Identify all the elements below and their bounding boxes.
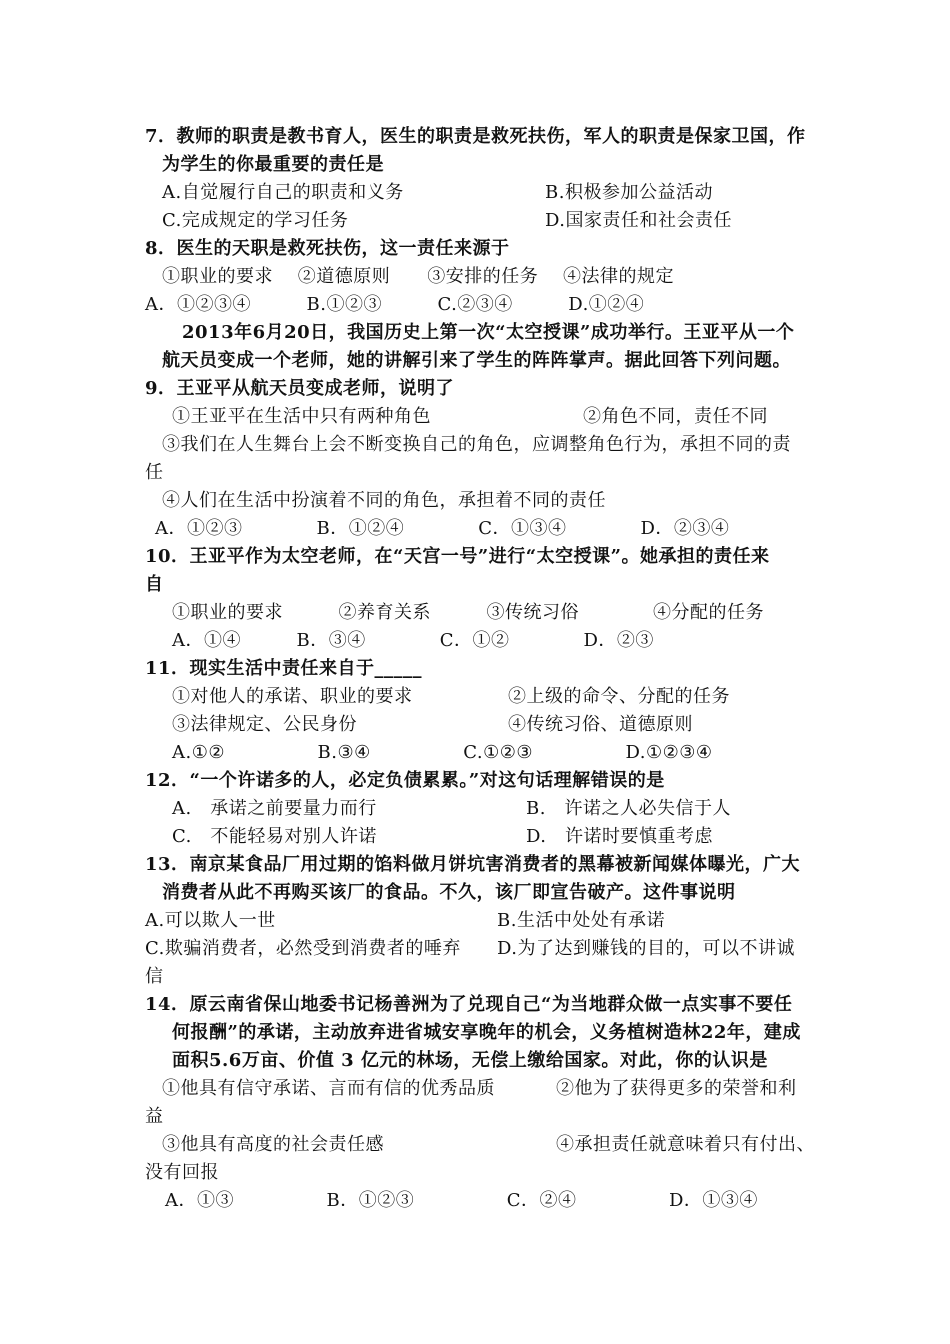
- option-text-line: A. 承诺之前要量力而行: [172, 798, 377, 819]
- option-text-line: ②上级的命令、分配的任务: [508, 686, 730, 707]
- option-text-line: ②他为了获得更多的荣誉和利: [556, 1078, 797, 1099]
- option-text-line: A．①②③④ B.①②③ C.②③④ D.①②④: [145, 294, 645, 315]
- question-text-line: 8．医生的天职是救死扶伤，这一责任来源于: [145, 238, 510, 259]
- option-text-line: B.生活中处处有承诺: [497, 910, 665, 931]
- option-text-line: B.积极参加公益活动: [545, 182, 713, 203]
- option-text-line: ②角色不同，责任不同: [583, 406, 768, 427]
- option-text-line: ①王亚平在生活中只有两种角色: [172, 406, 431, 427]
- option-text-line: A．①③ B．①②③ C．②④ D．①③④: [165, 1190, 758, 1211]
- option-text-line: A.①② B.③④ C.①②③ D.①②③④: [172, 742, 713, 763]
- option-text-line: D.国家责任和社会责任: [545, 210, 733, 231]
- option-text-line: ④人们在生活中扮演着不同的角色，承担着不同的责任: [162, 490, 606, 511]
- option-text-line: ③法律规定、公民身份: [172, 714, 357, 735]
- option-text-line: D.为了达到赚钱的目的，可以不讲诚: [497, 938, 796, 959]
- question-text-line: 为学生的你最重要的责任是: [162, 154, 384, 175]
- option-text-line: 信: [145, 966, 164, 987]
- option-text-line: A.自觉履行自己的职责和义务: [162, 182, 404, 203]
- option-text-line: ③他具有高度的社会责任感: [162, 1134, 384, 1155]
- option-text-line: D. 许诺时要慎重考虑: [526, 826, 714, 847]
- question-text-line: 消费者从此不再购买该厂的食品。不久，该厂即宣告破产。这件事说明: [162, 882, 736, 903]
- option-text-line: B. 许诺之人必失信于人: [526, 798, 731, 819]
- question-text-line: 2013年6月20日，我国历史上第一次“太空授课”成功举行。王亚平从一个: [182, 322, 795, 343]
- option-text-line: ①职业的要求 ②道德原则 ③安排的任务 ④法律的规定: [162, 266, 674, 287]
- question-text-line: 何报酬”的承诺，主动放弃进省城安享晚年的机会，义务植树造林22年，建成: [172, 1022, 801, 1043]
- option-text-line: 任: [145, 462, 164, 483]
- option-text-line: ④传统习俗、道德原则: [508, 714, 693, 735]
- question-text-line: 10．王亚平作为太空老师，在“天宫一号”进行“太空授课”。她承担的责任来: [145, 546, 770, 567]
- question-text-line: 航天员变成一个老师，她的讲解引来了学生的阵阵掌声。据此回答下列问题。: [162, 350, 791, 371]
- option-text-line: ④承担责任就意味着只有付出、: [556, 1134, 815, 1155]
- option-text-line: C.欺骗消费者，必然受到消费者的唾弃: [145, 938, 461, 959]
- question-text-line: 7．教师的职责是教书育人，医生的职责是救死扶伤，军人的职责是保家卫国，作: [145, 126, 806, 147]
- option-text-line: ①他具有信守承诺、言而有信的优秀品质: [162, 1078, 495, 1099]
- option-text-line: C. 不能轻易对别人许诺: [172, 826, 377, 847]
- question-text-line: 11．现实生活中责任来自于_____: [145, 658, 423, 679]
- question-text-line: 14．原云南省保山地委书记杨善洲为了兑现自己“为当地群众做一点实事不要任: [145, 994, 793, 1015]
- option-text-line: ①职业的要求 ②养育关系 ③传统习俗 ④分配的任务: [172, 602, 764, 623]
- option-text-line: A．①②③ B．①②④ C．①③④ D．②③④: [155, 518, 730, 539]
- question-text-line: 12．“一个许诺多的人，必定负债累累。”对这句话理解错误的是: [145, 770, 665, 791]
- question-text-line: 9．王亚平从航天员变成老师，说明了: [145, 378, 455, 399]
- question-text-line: 13．南京某食品厂用过期的馅料做月饼坑害消费者的黑幕被新闻媒体曝光，广大: [145, 854, 801, 875]
- option-text-line: 没有回报: [145, 1162, 219, 1183]
- option-text-line: 益: [145, 1106, 164, 1127]
- option-text-line: C.完成规定的学习任务: [162, 210, 349, 231]
- option-text-line: ①对他人的承诺、职业的要求: [172, 686, 413, 707]
- option-text-line: A．①④ B．③④ C．①② D．②③: [172, 630, 654, 651]
- question-text-line: 面积5.6万亩、价值 3 亿元的林场，无偿上缴给国家。对此，你的认识是: [172, 1050, 768, 1071]
- option-text-line: A.可以欺人一世: [145, 910, 276, 931]
- question-text-line: 自: [145, 574, 164, 595]
- option-text-line: ③我们在人生舞台上会不断变换自己的角色，应调整角色行为，承担不同的责: [162, 434, 791, 455]
